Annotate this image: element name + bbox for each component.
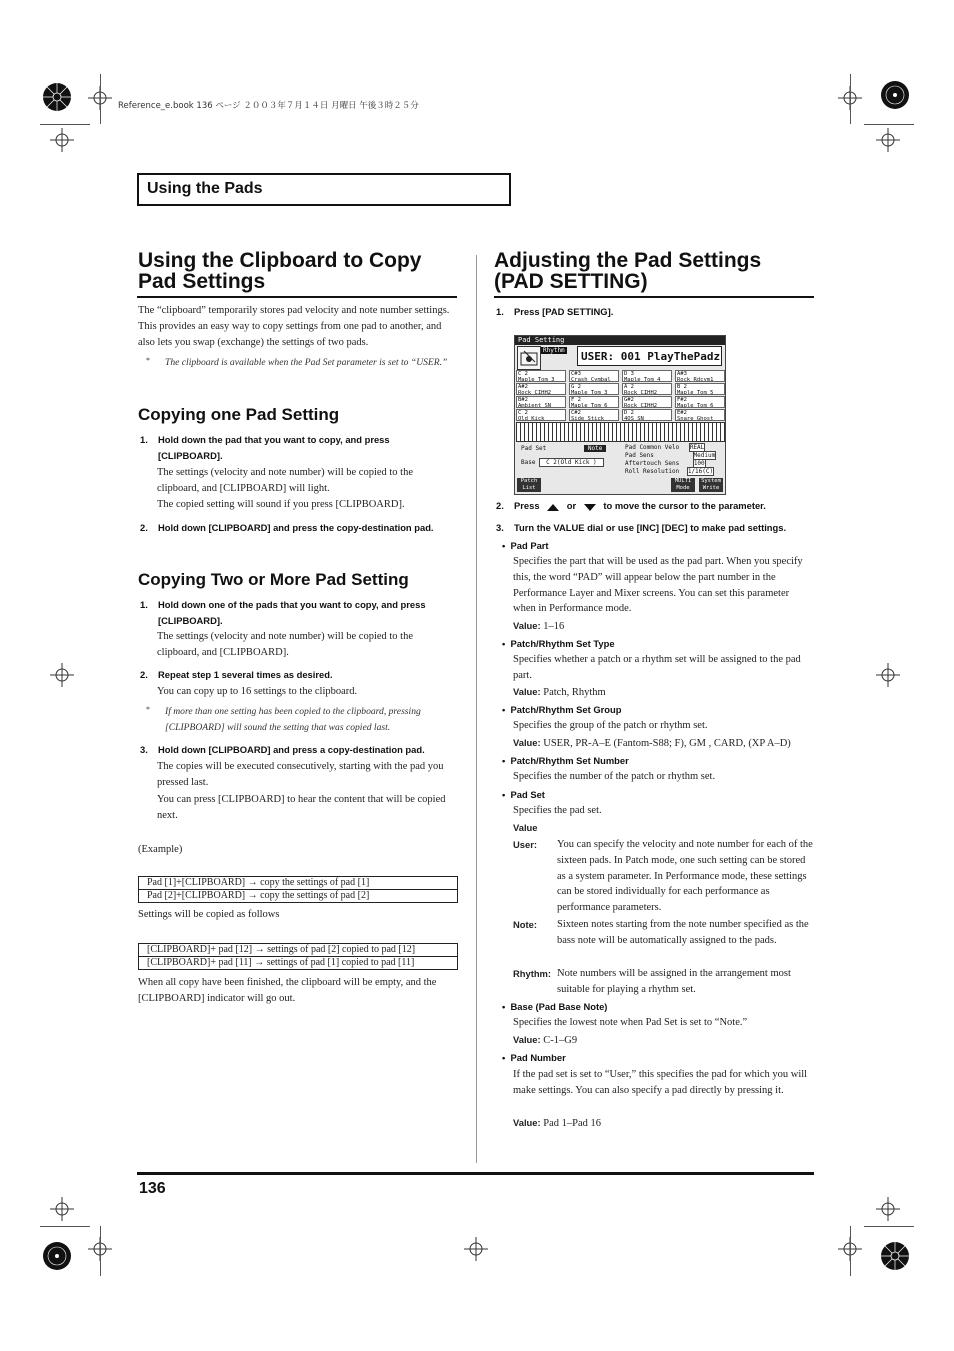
param-rhythm-label: Rhythm:	[513, 968, 552, 979]
step-number: 1.	[140, 434, 148, 445]
section-title-box	[137, 173, 511, 206]
aftertouch-row: Aftertouch Sens 100	[625, 460, 705, 467]
step-number: 1.	[140, 599, 148, 610]
step-number: 3.	[496, 522, 504, 533]
table-row	[139, 944, 458, 957]
crop-mark-icon	[876, 1197, 900, 1221]
param-base: • Base (Pad Base Note)	[502, 1001, 608, 1012]
base-row: Base C 2(Old Kick )	[521, 459, 604, 466]
pad-cell: B#2 Ambient SN	[516, 396, 566, 408]
pad-cell: A 2 Rock CIHH2	[622, 383, 672, 395]
left-title-line1: Using the Clipboard to Copy	[138, 249, 422, 272]
table-row	[139, 877, 458, 890]
pad-cell: E#2 Snare Ghost	[675, 409, 725, 421]
pad-cell: G 2 Maple Tom 3	[569, 383, 619, 395]
cursor-down-icon	[583, 502, 597, 512]
pad-cell: F 2 Maple Tom 6	[569, 396, 619, 408]
pad-set-row: Pad Set Note	[521, 445, 606, 452]
pad-cell: A#3 Rock Rdcym1	[675, 370, 725, 382]
step-text: Hold down one of the pads that you want to copy, and press [CLIPBOARD].	[158, 599, 426, 626]
crop-mark-icon	[50, 1197, 74, 1221]
copy-two-step3-body1: The copies will be executed consecutively, starting with the pad you pressed last.	[157, 761, 444, 788]
step-text: Turn the VALUE dial or use [INC] [DEC] to make pad settings.	[514, 522, 787, 533]
copy-two-step1-body: The settings (velocity and note number) will be copied to the clipboard, and [CLIPBOARD].	[157, 631, 414, 658]
param-number: • Patch/Rhythm Set Number	[502, 755, 629, 766]
crop-line	[850, 74, 851, 124]
param-group: • Patch/Rhythm Set Group	[502, 704, 622, 715]
system-write-button: System Write	[699, 478, 723, 492]
param-rhythm-desc: Note numbers will be assigned in the arrangement most suitable for playing a rhythm set.	[557, 968, 791, 995]
right-title-line1: Adjusting the Pad Settings	[494, 249, 762, 272]
table-cell: Pad [2]+[CLIPBOARD] → copy the settings of pad [2]	[139, 890, 458, 903]
pad-cell: D 2 4OS SN	[622, 409, 672, 421]
step2-rest: to move the cursor to the parameter.	[603, 500, 766, 511]
param-pad-part-desc: Specifies the part that will be used as the pad part. When you specify this, the word “PAD” will appear below the part number in the Performance Layer and Mixer screens. You can set this parameter when in Performance mode.	[513, 556, 803, 615]
pad-sens-row: Pad Sens Medium	[625, 452, 716, 459]
pad-cell: C 2 Maple Tom 3	[516, 370, 566, 382]
pad-cell: G#2 Rock CIHH2	[622, 396, 672, 408]
param-type: • Patch/Rhythm Set Type	[502, 638, 615, 649]
right-title	[494, 250, 824, 292]
crop-line	[40, 1226, 90, 1227]
user-patch-display: USER: 001 PlayThePadz	[577, 346, 722, 366]
result-table	[138, 943, 458, 970]
crop-line	[864, 1226, 914, 1227]
intro-paragraph: The “clipboard” temporarily stores pad velocity and note number settings. This provides an easy way to copy settings from one pad to another, and also lets you swap (exchange) the settings of two pads.	[138, 305, 450, 348]
section-title: Using the Pads	[147, 180, 263, 197]
table-cell: [CLIPBOARD]+ pad [11] → settings of pad [1] copied to pad [11]	[139, 957, 458, 970]
screen-title: Pad Setting	[515, 336, 725, 345]
param-group-value: Value: USER, PR-A–E (Fantom-S88; F), GM , CARD, (XP A–D)	[513, 737, 791, 749]
step-number: 2.	[496, 500, 504, 511]
step-text: Press [PAD SETTING].	[514, 306, 614, 317]
step-text	[514, 498, 766, 514]
table-row	[139, 890, 458, 903]
footer-rule	[137, 1172, 814, 1175]
pad-cell: C#2 Side Stick	[569, 409, 619, 421]
param-pad-number-value: Value: Pad 1–Pad 16	[513, 1117, 601, 1129]
param-pad-part-value: Value: 1–16	[513, 620, 565, 632]
param-type-desc: Specifies whether a patch or a rhythm set will be assigned to the pad part.	[513, 654, 801, 681]
copy-two-step3-body2: You can press [CLIPBOARD] to hear the content that will be copied next.	[157, 794, 446, 821]
left-title-line2: Pad Settings	[138, 270, 266, 293]
table-cell: Pad [1]+[CLIPBOARD] → copy the settings of pad [1]	[139, 877, 458, 890]
keyboard-strip	[516, 422, 726, 442]
pad-setting-screen	[514, 335, 726, 495]
pad-cell: C 2 Old Kick	[516, 409, 566, 421]
param-group-desc: Specifies the group of the patch or rhythm set.	[513, 720, 708, 731]
param-pad-part: • Pad Part	[502, 540, 549, 551]
param-base-desc: Specifies the lowest note when Pad Set is set to “Note.”	[513, 1017, 748, 1028]
registration-mark-icon	[880, 1241, 910, 1271]
pad-cell: B 2 Maple Tom 5	[675, 383, 725, 395]
step2-press: Press	[514, 500, 540, 511]
copy-one-step1-body1: The settings (velocity and note number) will be copied to the clipboard, and [CLIPBOARD] will light.	[157, 467, 414, 494]
table-cell: [CLIPBOARD]+ pad [12] → settings of pad [2] copied to pad [12]	[139, 944, 458, 957]
common-velo-row: Pad Common Velo REAL	[625, 444, 705, 451]
left-title	[138, 250, 468, 292]
right-title-rule	[494, 296, 814, 298]
example-table	[138, 876, 458, 903]
param-user-desc: You can specify the velocity and note number for each of the sixteen pads. In Patch mode, one such setting can be stored as a system parameter. In Performance mode, these settings can be stored individually for each performance as performance parameters.	[557, 839, 813, 914]
param-pad-number-desc: If the pad set is set to “User,” this specifies the pad for which you will make settings. You can also specify a pad directly by pressing it.	[513, 1069, 808, 1096]
step-text: Hold down [CLIPBOARD] and press a copy-destination pad.	[158, 744, 425, 755]
param-number-desc: Specifies the number of the patch or rhythm set.	[513, 771, 716, 782]
step-number: 3.	[140, 744, 148, 755]
multi-mode-button: MULTI Mode	[671, 478, 695, 492]
crop-line	[850, 1226, 851, 1276]
closing-paragraph: When all copy have been finished, the clipboard will be empty, and the [CLIPBOARD] indicator will go out.	[138, 977, 437, 1004]
roll-res-row: Roll Resolution 1/16(C)	[625, 468, 714, 475]
page-number: 136	[139, 1180, 166, 1197]
param-type-value: Value: Patch, Rhythm	[513, 686, 606, 698]
column-divider	[476, 255, 477, 1163]
param-pad-number: • Pad Number	[502, 1052, 566, 1063]
param-pad-set-value-heading: Value	[513, 822, 538, 833]
crop-line	[864, 124, 914, 125]
cursor-up-icon	[546, 502, 560, 512]
step-number: 2.	[140, 522, 148, 533]
copy-one-step1-body2: The copied setting will sound if you press [CLIPBOARD].	[157, 499, 405, 510]
settings-copied-label: Settings will be copied as follows	[138, 909, 280, 920]
copy-two-note-text: If more than one setting has been copied to the clipboard, pressing [CLIPBOARD] will sound the setting that was copied last.	[165, 706, 421, 733]
crop-mark-icon	[876, 128, 900, 152]
pad-cell: C#3 Crash Cymbal	[569, 370, 619, 382]
registration-mark-icon	[42, 82, 72, 112]
step-text: Hold down [CLIPBOARD] and press the copy-destination pad.	[158, 522, 434, 533]
crop-mark-icon	[50, 663, 74, 687]
rhythm-label: Rhythm	[543, 347, 565, 354]
left-title-rule	[137, 296, 457, 298]
example-label: (Example)	[138, 844, 183, 855]
table-row	[139, 957, 458, 970]
header-stamp: Reference_e.book 136 ページ ２００３年７月１４日 月曜日 午後３時２５分	[118, 101, 419, 111]
patch-list-button: Patch List	[517, 478, 541, 492]
param-user-label: User:	[513, 839, 537, 850]
crop-mark-icon	[50, 128, 74, 152]
intro-note-text: The clipboard is available when the Pad Set parameter is set to “USER.”	[165, 357, 448, 368]
copy-one-heading: Copying one Pad Setting	[138, 405, 340, 424]
step-number: 1.	[496, 306, 504, 317]
param-note-desc: Sixteen notes starting from the note number specified as the bass note will be automatically assigned to the pads.	[557, 919, 809, 946]
pad-cell: F#2 Maple Tom 6	[675, 396, 725, 408]
copy-two-heading: Copying Two or More Pad Setting	[138, 570, 409, 589]
copy-two-step2-body: You can copy up to 16 settings to the clipboard.	[157, 686, 358, 697]
step2-or: or	[566, 500, 577, 511]
pad-cell: A#2 Rock CIHH2	[516, 383, 566, 395]
crop-line	[100, 1226, 101, 1276]
step-text: Repeat step 1 several times as desired.	[158, 669, 333, 680]
rhythm-icon	[517, 346, 541, 370]
crop-line	[40, 124, 90, 125]
param-pad-set-desc: Specifies the pad set.	[513, 805, 602, 816]
note-star: *	[146, 705, 150, 714]
param-pad-set: • Pad Set	[502, 789, 545, 800]
step-number: 2.	[140, 669, 148, 680]
crop-mark-icon	[876, 663, 900, 687]
registration-mark-icon	[42, 1241, 72, 1271]
pad-cell: D 3 Maple Tom 4	[622, 370, 672, 382]
registration-mark-icon	[880, 80, 910, 110]
param-note-label: Note:	[513, 919, 537, 930]
step-text: Hold down the pad that you want to copy, and press [CLIPBOARD].	[158, 434, 390, 461]
right-title-line2: (PAD SETTING)	[494, 270, 648, 293]
param-base-value: Value: C-1–G9	[513, 1034, 578, 1046]
note-star: *	[146, 356, 150, 365]
crop-line	[100, 74, 101, 124]
crop-mark-icon	[464, 1237, 488, 1261]
